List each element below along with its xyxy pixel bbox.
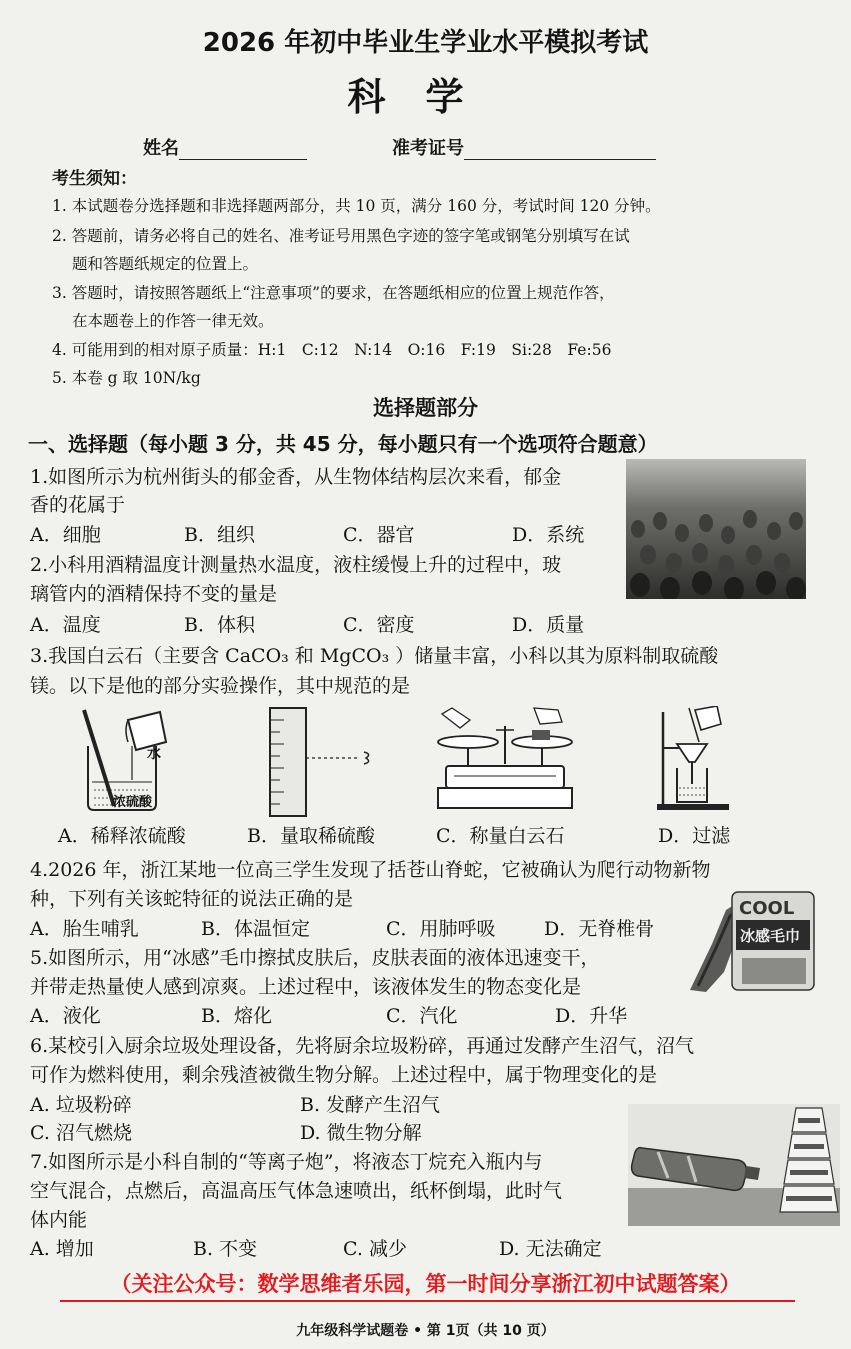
- q6-option-c: C. 沼气燃烧: [30, 1122, 132, 1144]
- q1-option-b: B．组织: [184, 524, 255, 546]
- q3-option-a: A．稀释浓硫酸: [58, 825, 186, 847]
- q2-option-d: D．质量: [512, 614, 585, 636]
- towel-brand-text: COOL: [739, 898, 795, 919]
- question-2-stem-cont: 璃管内的酒精保持不变的量是: [30, 583, 278, 605]
- note-item: 在本题卷上的作答一律无效。: [72, 312, 274, 330]
- question-3-stem-cont: 镁。以下是他的部分实验操作，其中规范的是: [30, 675, 411, 697]
- q7-option-b: B. 不变: [193, 1238, 258, 1260]
- q3-option-b: B．量取稀硫酸: [247, 825, 375, 847]
- question-1-stem: 1.如图所示为杭州街头的郁金香，从生物体结构层次来看，郁金: [30, 466, 562, 488]
- note-item: 题和答题纸规定的位置上。: [72, 255, 259, 273]
- towel-pack-text: 冰感毛巾: [740, 927, 801, 945]
- page-footer: 九年级科学试题卷 • 第 1页（共 10 页）: [296, 1323, 555, 1339]
- name-label: 姓名: [143, 138, 179, 159]
- question-7-stem-cont2: 体内能: [30, 1209, 88, 1231]
- q5-option-a: A．液化: [30, 1005, 101, 1027]
- q7-option-c: C. 减少: [343, 1238, 407, 1260]
- note-item: 3. 答题时，请按照答题纸上“注意事项”的要求，在答题纸相应的位置上规范作答，: [52, 284, 615, 302]
- q6-option-d: D. 微生物分解: [300, 1122, 422, 1144]
- exam-title: 2026 年初中毕业生学业水平模拟考试: [202, 28, 649, 58]
- q5-option-b: B．熔化: [201, 1005, 272, 1027]
- q1-option-d: D．系统: [512, 524, 585, 546]
- exam-id-field: [392, 134, 656, 160]
- q1-option-a: A．细胞: [30, 524, 101, 546]
- q3-option-c: C．称量白云石: [436, 825, 565, 847]
- wechat-notice: （关注公众号：数学思维者乐园，第一时间分享浙江初中试题答案）: [110, 1272, 741, 1296]
- q7-option-d: D. 无法确定: [499, 1238, 602, 1260]
- question-1-stem-cont: 香的花属于: [30, 494, 126, 516]
- notes-heading: 考生须知：: [52, 169, 137, 189]
- graduated-cylinder-diagram: [262, 706, 382, 818]
- note-item: 4. 可能用到的相对原子质量：H:1 C:12 N:14 O:16 F:19 Si:28 Fe:56: [52, 341, 612, 359]
- filtration-diagram: [655, 706, 735, 814]
- exam-id-label: 准考证号: [392, 138, 464, 159]
- question-7-stem-cont: 空气混合，点燃后，高温高压气体急速喷出，纸杯倒塌，此时气: [30, 1180, 563, 1202]
- question-2-stem: 2.小科用酒精温度计测量热水温度，液柱缓慢上升的过程中，玻: [30, 554, 562, 576]
- q7-option-a: A. 增加: [30, 1238, 94, 1260]
- question-5-stem-cont: 并带走热量使人感到凉爽。上述过程中，该液体发生的物态变化是: [30, 976, 582, 998]
- q1-option-c: C．器官: [343, 524, 415, 546]
- subject-title: 科学: [347, 75, 504, 119]
- exam-id-blank: [464, 141, 656, 160]
- question-6-stem: 6.某校引入厨余垃圾处理设备，先将厨余垃圾粉碎，再通过发酵产生沼气，沼气: [30, 1035, 695, 1057]
- plasma-cannon-photo: [628, 1104, 840, 1226]
- q6-option-b: B. 发酵产生沼气: [300, 1094, 441, 1116]
- note-item: 5. 本卷 g 取 10N/kg: [52, 369, 201, 387]
- part-title: 一、选择题（每小题 3 分，共 45 分，每小题只有一个选项符合题意）: [28, 432, 658, 456]
- question-4-stem: 4.2026 年，浙江某地一位高三学生发现了括苍山脊蛇，它被确认为爬行动物新物: [30, 859, 711, 881]
- question-7-stem: 7.如图所示是小科自制的“等离子炮”，将液态丁烷充入瓶内与: [30, 1151, 543, 1173]
- q2-option-a: A．温度: [30, 614, 101, 636]
- label-water: 水: [147, 746, 161, 762]
- note-item: 1. 本试题卷分选择题和非选择题两部分，共 10 页，满分 160 分，考试时间 120 分钟。: [52, 197, 661, 215]
- name-field: [143, 134, 307, 160]
- q4-option-d: D．无脊椎骨: [544, 918, 655, 940]
- notice-underline: [60, 1300, 795, 1302]
- section-title: 选择题部分: [373, 396, 478, 420]
- q4-option-b: B．体温恒定: [201, 918, 310, 940]
- note-item: 2. 答题前，请务必将自己的姓名、准考证号用黑色字迹的签字笔或钢笔分别填写在试: [52, 227, 630, 245]
- question-4-stem-cont: 种，下列有关该蛇特征的说法正确的是: [30, 888, 354, 910]
- balance-diagram: [430, 706, 580, 812]
- question-5-stem: 5.如图所示，用“冰感”毛巾擦拭皮肤后，皮肤表面的液体迅速变干，: [30, 947, 600, 969]
- q5-option-d: D．升华: [555, 1005, 628, 1027]
- q2-option-c: C．密度: [343, 614, 415, 636]
- label-conc-acid: 浓硫酸: [113, 795, 153, 810]
- question-6-stem-cont: 可作为燃料使用，剩余残渣被微生物分解。上述过程中，属于物理变化的是: [30, 1064, 658, 1086]
- q2-option-b: B．体积: [184, 614, 255, 636]
- q3-option-d: D．过滤: [658, 825, 731, 847]
- q5-option-c: C．汽化: [386, 1005, 458, 1027]
- cooling-towel-photo: [686, 886, 818, 994]
- tulip-photo: [626, 459, 806, 599]
- question-3-stem: 3.我国白云石（主要含 CaCO₃ 和 MgCO₃ ）储量丰富，小科以其为原料制取硫酸: [30, 645, 719, 667]
- q4-option-c: C．用肺呼吸: [386, 918, 496, 940]
- q4-option-a: A．胎生哺乳: [30, 918, 139, 940]
- name-blank: [179, 141, 307, 160]
- q6-option-a: A. 垃圾粉碎: [30, 1094, 132, 1116]
